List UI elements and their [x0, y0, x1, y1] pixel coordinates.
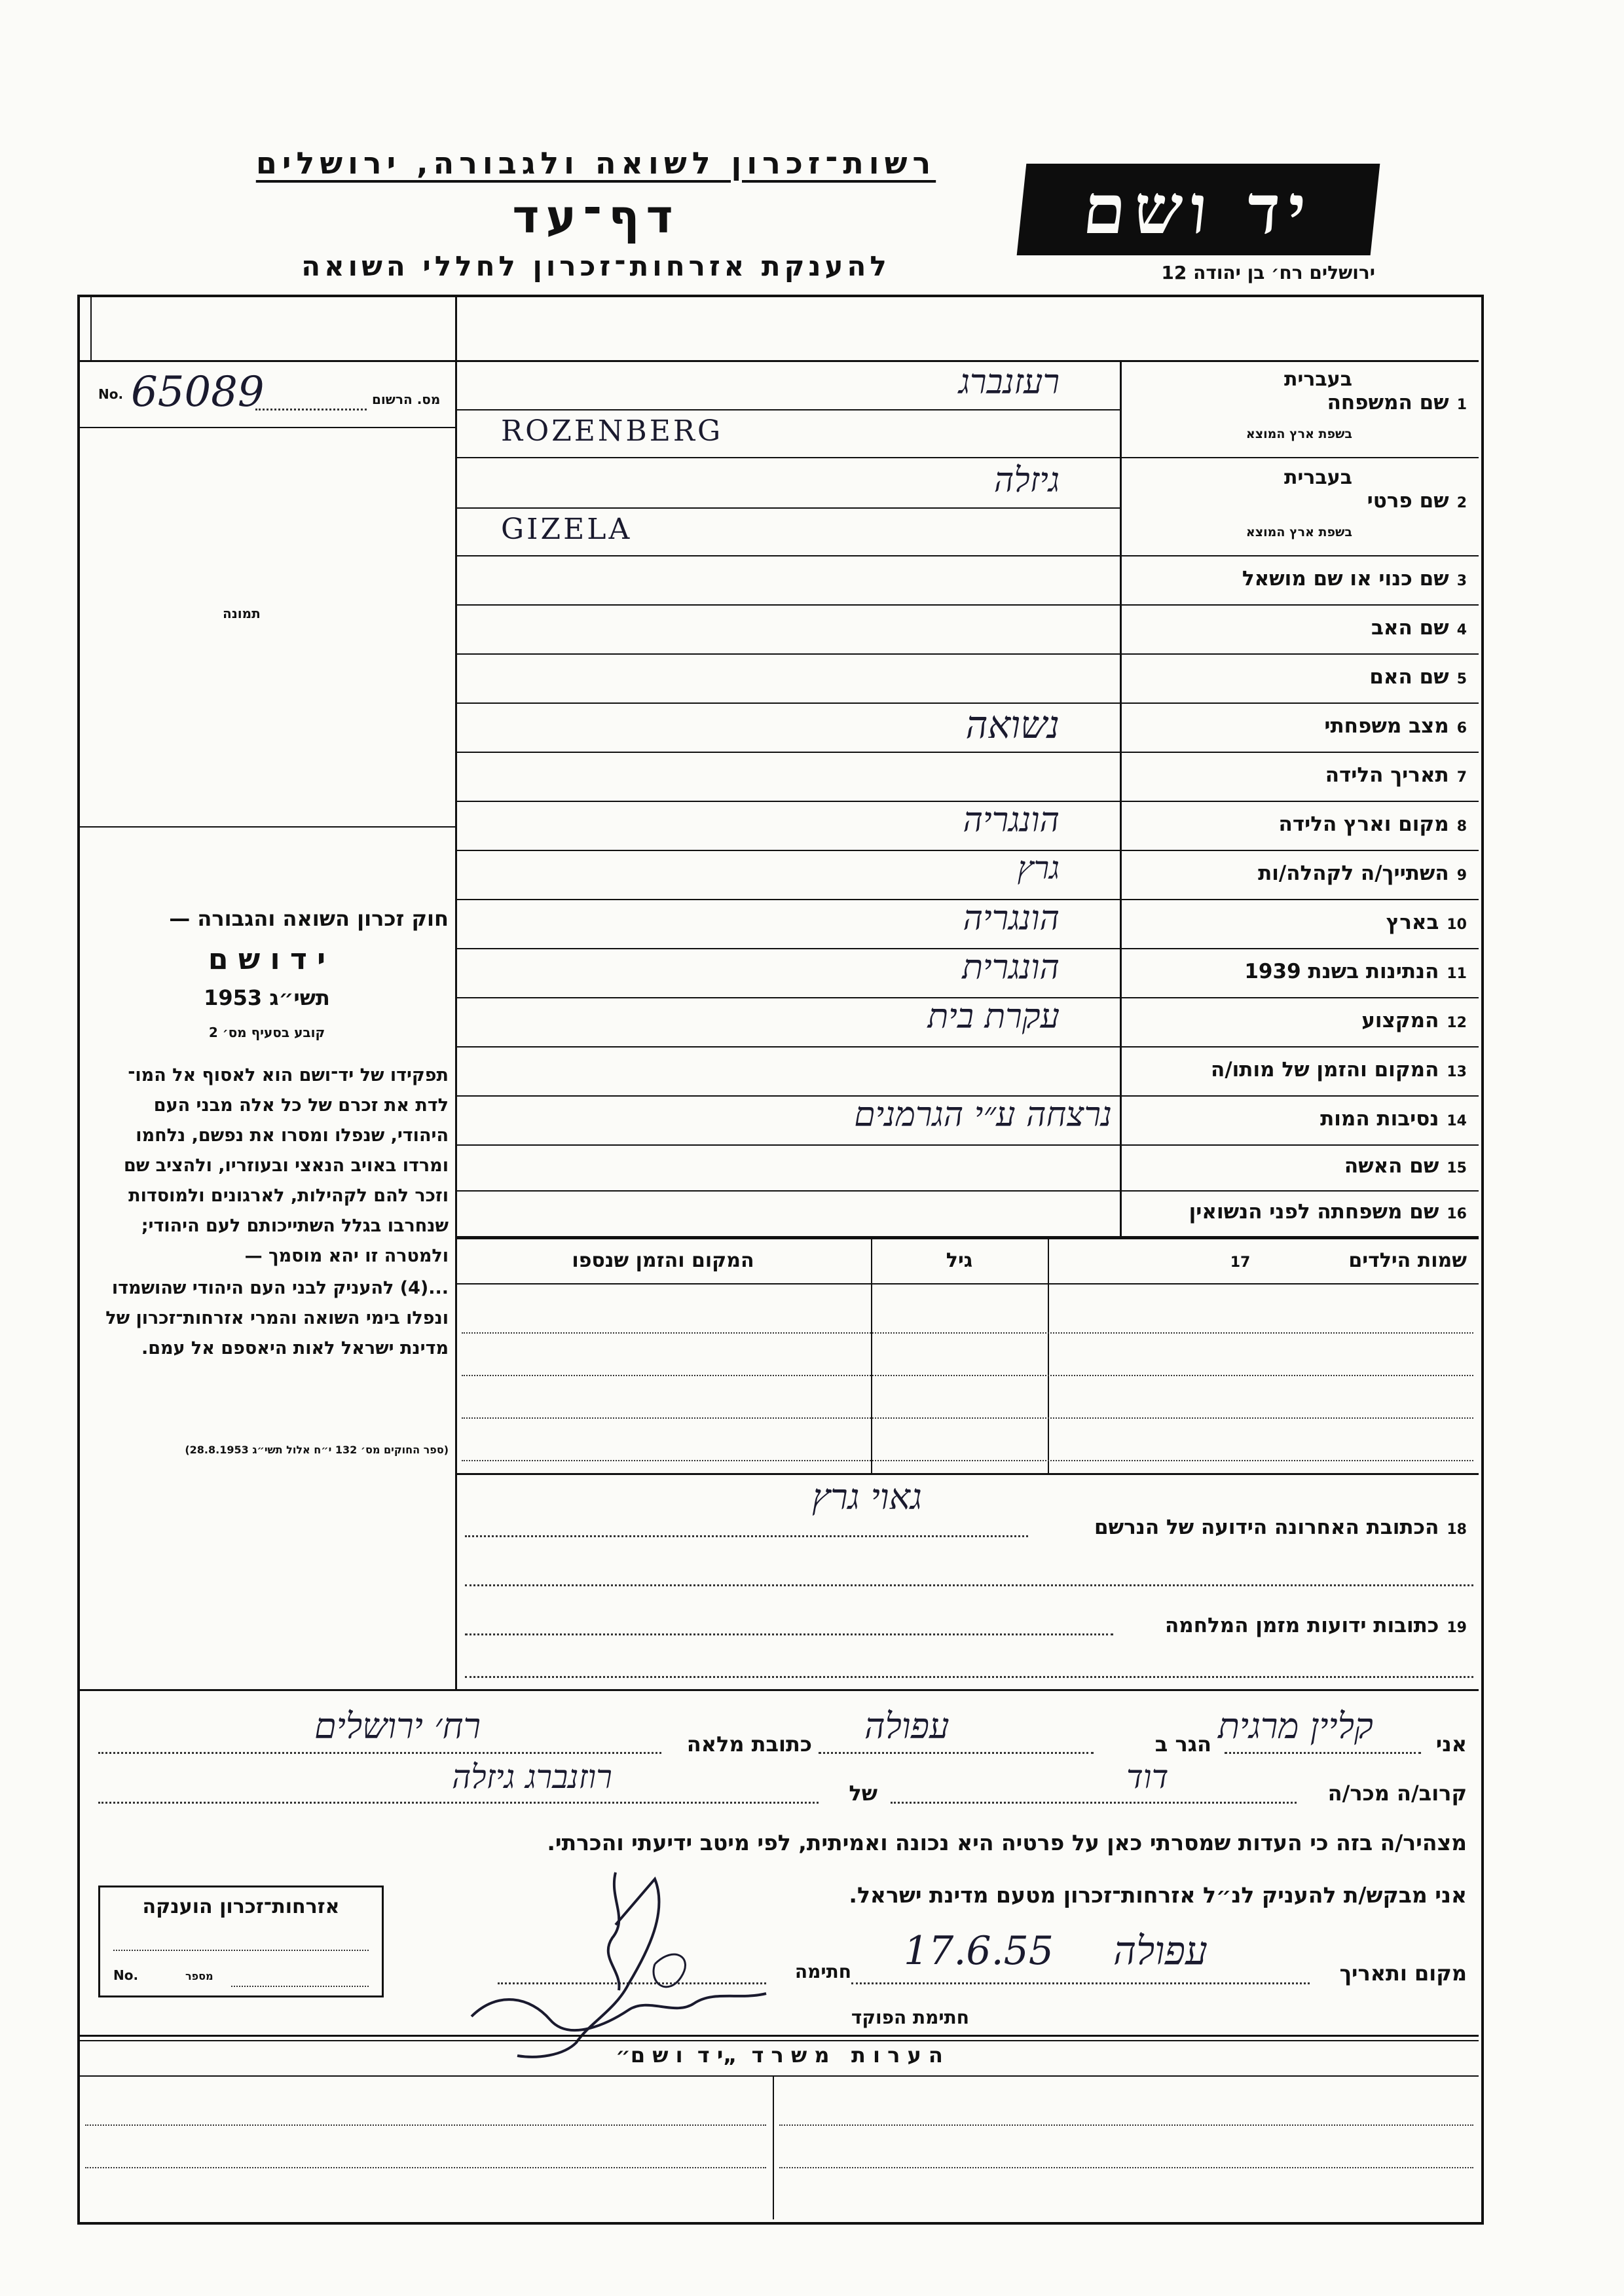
- last-address-label: 18הכתובת האחרונה הידועה של הנרשם: [1094, 1516, 1467, 1539]
- field-label-10: 10בארץ: [1386, 910, 1467, 934]
- field-value-9: גרץ: [1017, 849, 1060, 886]
- wartime-addresses-label: 19כתובות ידועות מזמן המלחמה: [1165, 1614, 1467, 1637]
- field-label-14: 14נסיבות המות: [1320, 1106, 1467, 1131]
- field-row-1: [455, 360, 1479, 458]
- children-place-header: המקום והזמן שנספו: [572, 1249, 754, 1272]
- field-row-3: [455, 556, 1479, 606]
- of-label: של: [849, 1781, 877, 1806]
- law-clause: קובע בסעיף מס׳ 2: [208, 1025, 325, 1040]
- field-sub-hebrew-2: בעברית: [1284, 466, 1352, 489]
- law-clause-4: ...(4) להעניק לבני העם היהודי שהושמדו ונפלו בימי השואה והמרי אזרחות־זכרון של מדינת ישראל לאות היאספם אל עמם.: [105, 1278, 449, 1358]
- field-label-2: 2שם פרטי: [1367, 489, 1467, 513]
- field-label-15: 15שם האשה: [1344, 1154, 1467, 1178]
- field-value-8: הונגריה: [963, 800, 1060, 840]
- field-label-6: 6מצב משפחתי: [1324, 714, 1467, 738]
- signature-mark: [458, 1859, 825, 2069]
- law-source: (ספר החוקים מס׳ 132 י״ח אלול תשי״ג 28.8.1953): [185, 1444, 449, 1456]
- authority-title: רשות־זכרון לשואה ולגבורה, ירושלים: [255, 145, 936, 181]
- field-value-11: הונגרית: [962, 947, 1060, 987]
- field-row-13: [455, 1048, 1479, 1097]
- field-row-2: [455, 458, 1479, 556]
- field-label-1: 1שם המשפחה: [1327, 391, 1467, 414]
- date-value: 17.6.55: [904, 1928, 1054, 1974]
- field-row-10: [455, 900, 1479, 949]
- citizenship-number-label: מספר: [185, 1970, 213, 1982]
- citizenship-box-title: אזרחות־זכרון הוענקה: [142, 1895, 340, 1918]
- registration-prefix: No.: [98, 386, 124, 402]
- field-row-5: [455, 655, 1479, 704]
- official-signature-label: חתימת הפוקד: [851, 2007, 969, 2028]
- registration-number: [98, 368, 445, 416]
- law-body: תפקידו של יד־ושם הוא לאסוף אל המו־ לדת את זכרם של כל אלה מבני העם היהודי, שנפלו ומסרו את נפשם, נלחמו ומרדו באויב הנאצי ובעוזריו, ולהציב שם וזכר להם לקהילות, לארגונים ולמוסדות שנחרבו בגלל השתייכותם לעם היהודי; ולמטרה זו יהא מוסמך —: [123, 1065, 449, 1266]
- field-value-10: הונגריה: [963, 898, 1060, 938]
- registration-value: 65089: [131, 368, 265, 416]
- logo-text: יד ושם: [1079, 169, 1318, 249]
- field-row-6: [455, 704, 1479, 753]
- field-row-8: [455, 802, 1479, 851]
- field-label-12: 12המקצוע: [1361, 1008, 1467, 1032]
- resides-at-label: הגר ב: [1154, 1732, 1211, 1757]
- city-value: עפולה: [864, 1705, 950, 1747]
- field-label-3: 3שם כנוי או שם מושאל: [1242, 566, 1467, 591]
- notes-title: ה ע ר ו ת מ ש ר ד „י ד ו ש ם״: [616, 2043, 943, 2068]
- field-label-9: 9השתייך/ה לקהלה/ות: [1258, 861, 1467, 885]
- deceased-name: רוזנברג גיזלה: [452, 1758, 612, 1796]
- citizenship-box: [98, 1886, 384, 1997]
- field-value-12: עקרת בית: [927, 996, 1060, 1036]
- declaration-ani: אני: [1435, 1732, 1467, 1757]
- place-value: עפולה: [1113, 1928, 1208, 1974]
- logo-address: ירושלים רח׳ בן יהודה 12: [1161, 262, 1375, 283]
- full-address-label: כתובת מלאה: [686, 1732, 812, 1757]
- law-heading: חוק זכרון השואה והגבורה —: [169, 906, 449, 931]
- field-value-latin-1: ROZENBERG: [501, 414, 724, 448]
- relative-label: קרוב/ה מכר/ה: [1327, 1781, 1467, 1806]
- declaration-statement: מצהיר/ה בזה כי העדות שמסרתי כאן על פרטיה היא נכונה ואמיתית, לפי מיטב ידיעתי והכרתי.: [547, 1830, 1467, 1855]
- field-label-4: 4שם האב: [1371, 615, 1467, 640]
- citizenship-request: אני מבקש/ת להעניק לנ״ל אזרחות־זכרון מטעם מדינת ישראל.: [849, 1882, 1467, 1908]
- street-value: רח׳ ירושלים: [314, 1705, 481, 1747]
- signature-label: חתימה: [794, 1961, 851, 1982]
- law-year: תשי״ג 1953: [204, 985, 330, 1010]
- form-title: דף־עד: [512, 190, 680, 244]
- children-age-header: גיל: [946, 1249, 973, 1272]
- field-row-14: [455, 1097, 1479, 1146]
- field-sub-country-2: בשפת ארץ המוצא: [1246, 525, 1352, 539]
- last-address-value: גאוי גרץ: [812, 1476, 922, 1518]
- field-label-7: 7תאריך הלידה: [1325, 763, 1467, 787]
- field-label-11: 11הנתינות בשנת 1939: [1244, 959, 1467, 983]
- field-label-13: 13המקום והזמן של מותו/ה: [1211, 1057, 1467, 1082]
- field-value-latin-2: GIZELA: [501, 513, 633, 546]
- field-value-14: נרצחה ע״י הגרמנים: [854, 1095, 1112, 1135]
- registration-label: מס. הרשום: [372, 392, 441, 407]
- field-row-7: [455, 753, 1479, 802]
- field-row-12: [455, 998, 1479, 1048]
- field-row-4: [455, 606, 1479, 655]
- field-label-5: 5שם האם: [1369, 665, 1467, 689]
- field-label-8: 8מקום וארץ הלידה: [1278, 812, 1467, 836]
- field-row-16: [455, 1192, 1479, 1237]
- citizenship-number-prefix: No.: [113, 1967, 139, 1983]
- field-sub-hebrew-1: בעברית: [1284, 368, 1352, 391]
- field-label-16: 16שם משפחתה לפני הנשואין: [1189, 1200, 1467, 1224]
- yad-vashem-logo: [1017, 164, 1380, 255]
- place-date-label: מקום ותאריך: [1339, 1961, 1467, 1986]
- field-row-9: [455, 851, 1479, 900]
- form-subtitle: להענקת אזרחות־זכרון לחללי השואה: [301, 250, 891, 282]
- field-row-15: [455, 1146, 1479, 1192]
- field-value-6: נשואה: [965, 702, 1060, 747]
- field-value-1: רעזנברג: [958, 363, 1060, 402]
- field-sub-country-1: בשפת ארץ המוצא: [1246, 427, 1352, 441]
- field-row-11: [455, 949, 1479, 998]
- relation-value: דוד: [1126, 1758, 1169, 1796]
- field-value-2: גיזלה: [993, 461, 1060, 500]
- declarant-name: קליין מרגית: [1218, 1705, 1373, 1747]
- law-name: י ד ו ש ם: [208, 943, 326, 976]
- children-names-header: שמות הילדים17: [1230, 1249, 1467, 1272]
- photo-label: תמונה: [223, 606, 261, 621]
